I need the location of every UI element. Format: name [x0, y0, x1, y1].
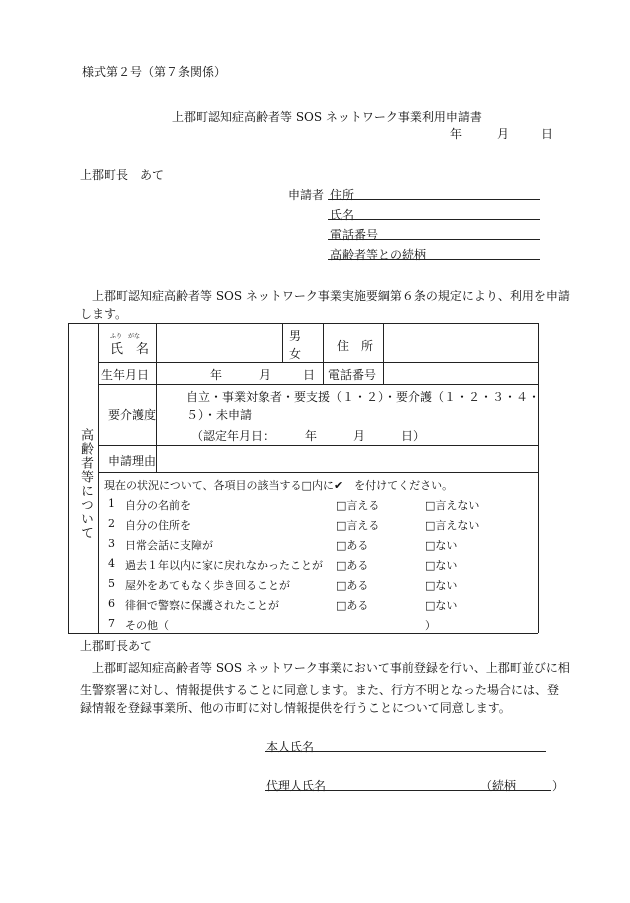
dob-year: 年	[210, 368, 223, 382]
form-number: 様式第２号（第７条関係）	[82, 65, 227, 79]
no-checkbox[interactable]: □ない	[425, 579, 458, 592]
applicant-relation-line[interactable]	[328, 259, 540, 260]
care-level-label: 要介護度	[108, 408, 157, 422]
signature-line[interactable]	[265, 751, 546, 752]
applicant-address-label: 住所	[330, 188, 355, 202]
signature-label: 本人氏名	[266, 740, 315, 754]
care-level-options-2[interactable]: ５）・未申請	[186, 408, 253, 422]
proxy-relation: （続柄 ）	[480, 779, 565, 793]
dob-day: 日	[303, 368, 316, 382]
address-label: 住 所	[337, 339, 374, 353]
item-text: 屋外をあてもなく歩き回ることが	[125, 579, 290, 592]
proxy-label: 代理人氏名	[266, 779, 327, 793]
yes-checkbox[interactable]: □ある	[336, 539, 369, 552]
status-intro: 現在の状況について、各項目の該当する□内に✔ を付けてください。	[104, 479, 454, 492]
item-text: 自分の名前を	[125, 499, 191, 512]
consent-addressee: 上郡町長あて	[80, 639, 153, 653]
applicant-label: 申請者	[288, 188, 325, 202]
consent-line-1: 上郡町認知症高齢者等 SOS ネットワーク事業において事前登録を行い、上郡町並びに相	[92, 661, 570, 675]
date-month: 月	[497, 127, 510, 141]
date-day: 日	[541, 127, 554, 141]
item-number: 4	[108, 557, 115, 570]
other-input[interactable]	[185, 615, 420, 631]
yes-checkbox[interactable]: □言える	[336, 519, 380, 532]
intro-line-2: します。	[80, 307, 128, 321]
address-input[interactable]	[385, 325, 535, 360]
consent-line-3: 録情報を登録事業所、他の市町に対し情報提供を行うことについて同意します。	[80, 701, 511, 715]
care-cert-date[interactable]: （認定年月日： 年 月 日）	[191, 429, 426, 443]
no-checkbox[interactable]: □ない	[425, 559, 458, 572]
dob-month: 月	[259, 368, 272, 382]
yes-checkbox[interactable]: □言える	[336, 499, 380, 512]
item-text: 過去１年以内に家に戻れなかったことが	[125, 559, 323, 572]
consent-line-2: 生警察署に対し、情報提供することに同意します。また、行方不明となった場合には、登	[80, 683, 560, 697]
yes-checkbox[interactable]: □ある	[336, 579, 369, 592]
item-text: その他（	[125, 619, 169, 632]
phone-input[interactable]	[385, 364, 535, 382]
applicant-phone-label: 電話番号	[330, 228, 379, 242]
name-ruby: ふり がな	[110, 333, 141, 340]
item-number: 5	[108, 577, 115, 590]
no-checkbox[interactable]: □ない	[425, 539, 458, 552]
no-checkbox[interactable]: □言えない	[425, 499, 480, 512]
yes-checkbox[interactable]: □ある	[336, 559, 369, 572]
sex-female-option[interactable]: 女	[289, 347, 302, 361]
name-label: 氏 名	[110, 342, 150, 357]
no-checkbox[interactable]: □ない	[425, 599, 458, 612]
applicant-name-label: 氏名	[330, 208, 355, 222]
item-number: 1	[108, 497, 115, 510]
reason-input[interactable]	[158, 447, 535, 470]
item-number: 2	[108, 517, 115, 530]
side-label: 高齢者等について	[78, 428, 93, 540]
other-close-paren: ）	[425, 619, 436, 632]
item-text: 徘徊で警察に保護されたことが	[125, 599, 279, 612]
item-number: 7	[108, 617, 115, 630]
applicant-address-line[interactable]	[328, 199, 540, 200]
applicant-relation-label: 高齢者等との続柄	[330, 248, 427, 262]
dob-label: 生年月日	[101, 368, 150, 382]
yes-checkbox[interactable]: □ある	[336, 599, 369, 612]
item-text: 日常会話に支障が	[125, 539, 213, 552]
date-year: 年	[450, 127, 463, 141]
item-text: 自分の住所を	[125, 519, 191, 532]
page-title: 上郡町認知症高齢者等 SOS ネットワーク事業利用申請書	[172, 110, 482, 124]
applicant-name-line[interactable]	[328, 219, 540, 220]
reason-label: 申請理由	[108, 454, 157, 468]
applicant-phone-line[interactable]	[328, 239, 540, 240]
name-input[interactable]	[158, 325, 280, 360]
proxy-line[interactable]	[265, 790, 551, 791]
addressee: 上郡町長 あて	[80, 168, 165, 182]
phone-label: 電話番号	[328, 368, 377, 382]
item-number: 6	[108, 597, 115, 610]
item-number: 3	[108, 537, 115, 550]
intro-line-1: 上郡町認知症高齢者等 SOS ネットワーク事業実施要綱第６条の規定により、利用を申請	[92, 289, 570, 303]
no-checkbox[interactable]: □言えない	[425, 519, 480, 532]
care-level-options-1[interactable]: 自立・事業対象者・要支援（１・２）・要介護（１・２・３・４・	[186, 390, 541, 404]
sex-male-option[interactable]: 男	[289, 329, 302, 343]
